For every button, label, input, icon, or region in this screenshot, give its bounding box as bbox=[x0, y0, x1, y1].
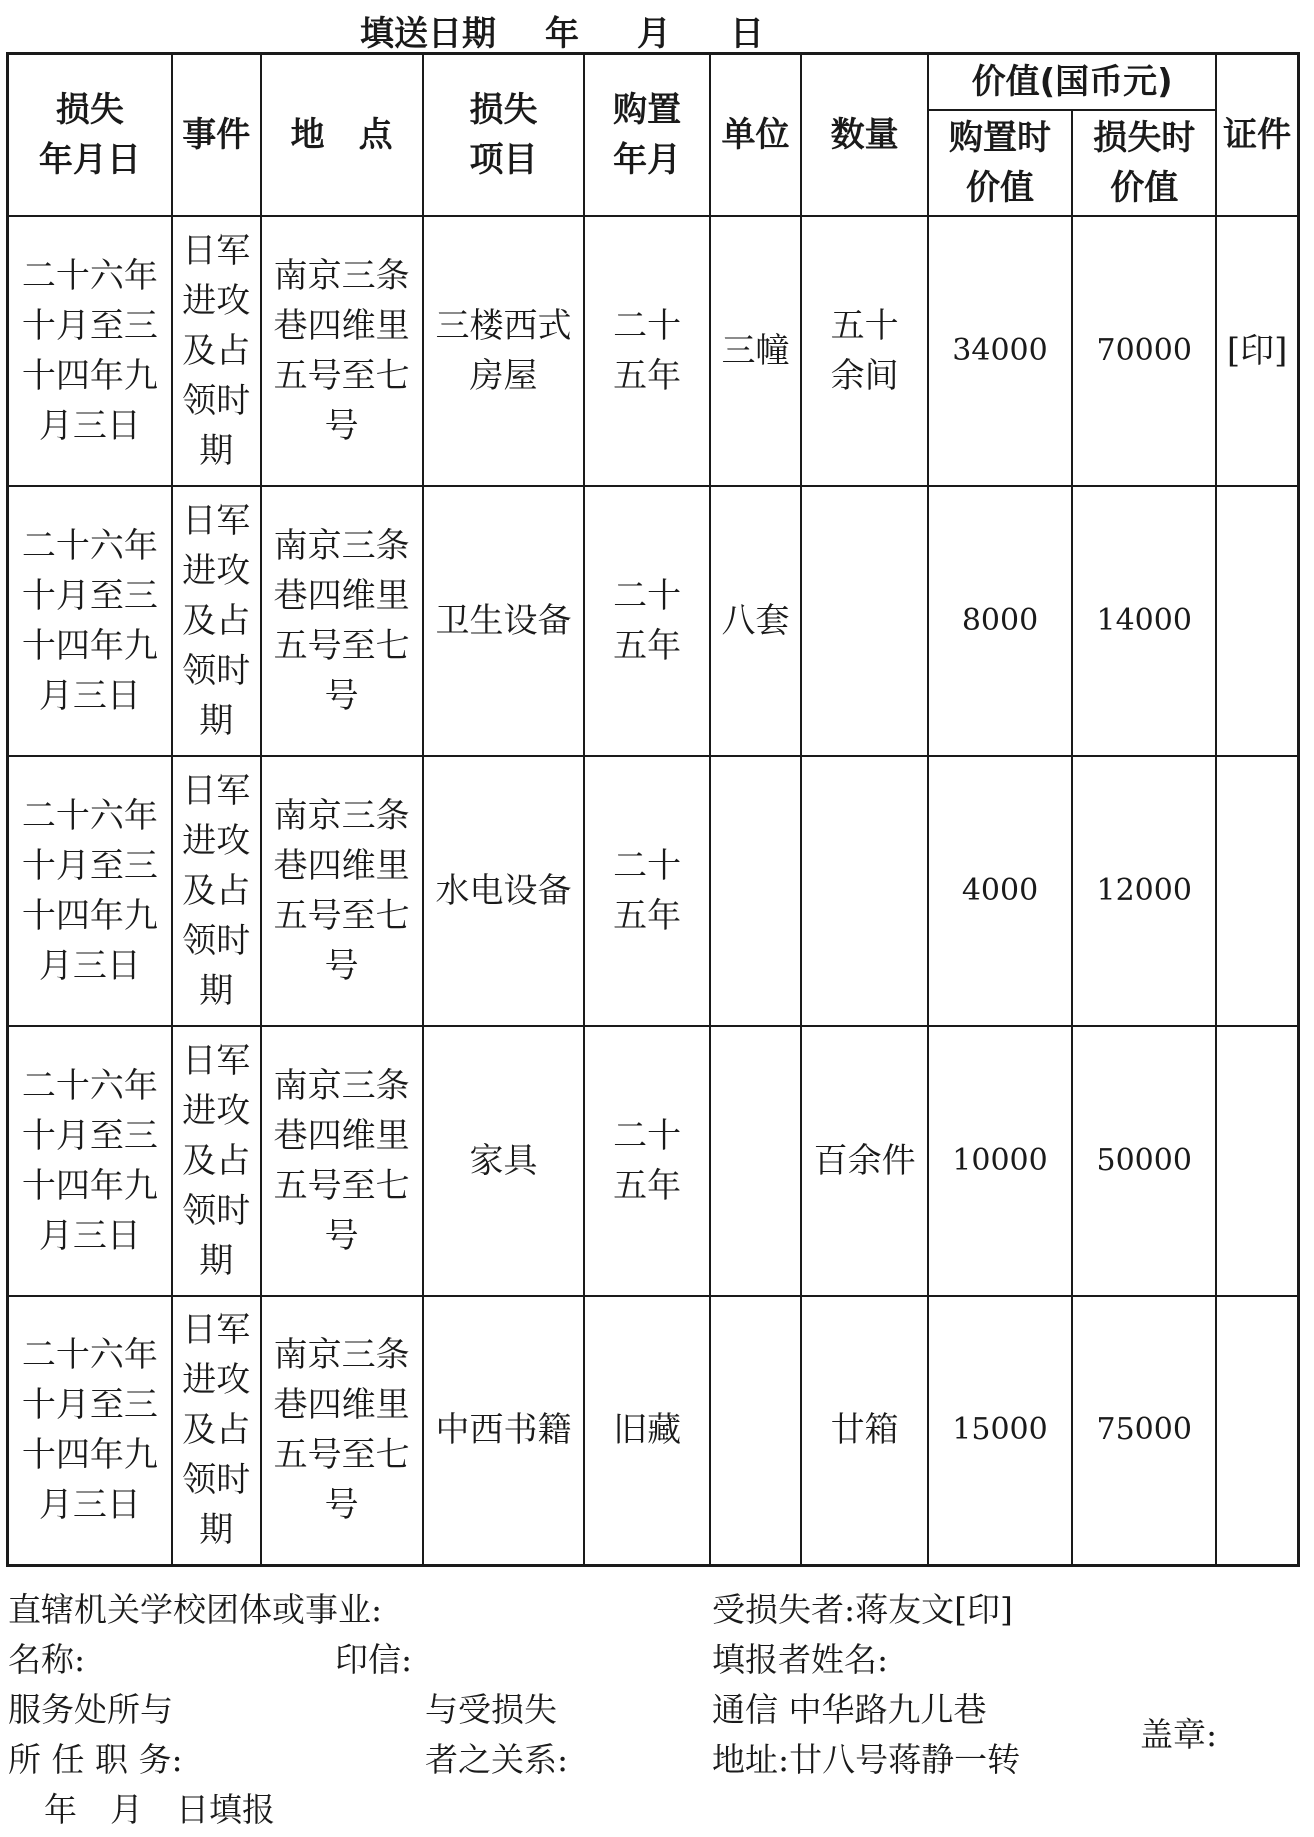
location-cell: 南京三条巷四维里五号至七号 bbox=[261, 1296, 423, 1566]
report-date: 年 月 日填报 bbox=[44, 1790, 275, 1829]
location-cell: 南京三条巷四维里五号至七号 bbox=[261, 486, 423, 756]
purchase-value-cell: 15000 bbox=[928, 1296, 1072, 1566]
purchase-date-cell: 旧藏 bbox=[584, 1296, 709, 1566]
purchase-date-cell: 二十五年 bbox=[584, 756, 709, 1026]
purchase-value-cell: 4000 bbox=[928, 756, 1072, 1026]
header-value-group: 价值(国币元) bbox=[928, 54, 1216, 110]
loss-report-table bbox=[6, 52, 1300, 1567]
certificate-cell bbox=[1216, 486, 1298, 756]
certificate-cell bbox=[1216, 1026, 1298, 1296]
contact-line-2: 地址:廿八号蒋静一转 bbox=[712, 1740, 1021, 1779]
stamp-label: 盖章: bbox=[1140, 1715, 1218, 1754]
header-location: 地 点 bbox=[261, 54, 423, 216]
loss-value-cell: 50000 bbox=[1072, 1026, 1216, 1296]
fill-year-label: 年 bbox=[545, 14, 579, 54]
table-row bbox=[8, 216, 1299, 486]
quantity-cell bbox=[801, 486, 928, 756]
loss-value-cell: 70000 bbox=[1072, 216, 1216, 486]
location-cell: 南京三条巷四维里五号至七号 bbox=[261, 756, 423, 1026]
event-cell: 日军进攻及占领时期 bbox=[172, 1296, 261, 1566]
certificate-cell bbox=[1216, 1296, 1298, 1566]
location-cell: 南京三条巷四维里五号至七号 bbox=[261, 1026, 423, 1296]
event-cell: 日军进攻及占领时期 bbox=[172, 756, 261, 1026]
loss-value-cell: 12000 bbox=[1072, 756, 1216, 1026]
quantity-cell: 廿箱 bbox=[801, 1296, 928, 1566]
item-cell: 水电设备 bbox=[423, 756, 585, 1026]
purchase-value-cell: 8000 bbox=[928, 486, 1072, 756]
contact-line-1: 通信 中华路九儿巷 bbox=[712, 1690, 987, 1729]
header-purchase-date: 购置 年月 bbox=[584, 54, 709, 216]
fill-date-header bbox=[0, 4, 1314, 52]
header-quantity: 数量 bbox=[801, 54, 928, 216]
org-label: 直辖机关学校团体或事业: bbox=[8, 1590, 383, 1629]
item-cell: 中西书籍 bbox=[423, 1296, 585, 1566]
loss-value-cell: 14000 bbox=[1072, 486, 1216, 756]
table-row bbox=[8, 1026, 1299, 1296]
purchase-value-cell: 34000 bbox=[928, 216, 1072, 486]
certificate-cell: [印] bbox=[1216, 216, 1298, 486]
unit-cell bbox=[710, 756, 801, 1026]
event-cell: 日军进攻及占领时期 bbox=[172, 486, 261, 756]
loss-date-cell: 二十六年十月至三十四年九月三日 bbox=[8, 756, 172, 1026]
purchase-value-cell: 10000 bbox=[928, 1026, 1072, 1296]
loss-date-cell: 二十六年十月至三十四年九月三日 bbox=[8, 1296, 172, 1566]
unit-cell bbox=[710, 1026, 801, 1296]
unit-cell: 八套 bbox=[710, 486, 801, 756]
location-cell: 南京三条巷四维里五号至七号 bbox=[261, 216, 423, 486]
certificate-cell bbox=[1216, 756, 1298, 1026]
relation-label-line2: 者之关系: bbox=[425, 1740, 569, 1779]
item-cell: 三楼西式房屋 bbox=[423, 216, 585, 486]
header-certificate: 证件 bbox=[1216, 54, 1298, 216]
table-row bbox=[8, 1296, 1299, 1566]
event-cell: 日军进攻及占领时期 bbox=[172, 1026, 261, 1296]
unit-cell bbox=[710, 1296, 801, 1566]
header-loss-item: 损失 项目 bbox=[423, 54, 585, 216]
quantity-cell: 五十余间 bbox=[801, 216, 928, 486]
purchase-date-cell: 二十五年 bbox=[584, 1026, 709, 1296]
loss-date-cell: 二十六年十月至三十四年九月三日 bbox=[8, 216, 172, 486]
position-label: 所 任 职 务: bbox=[8, 1740, 183, 1779]
reporter-label: 填报者姓名: bbox=[712, 1640, 889, 1679]
table-row bbox=[8, 756, 1299, 1026]
name-label: 名称: bbox=[8, 1640, 86, 1679]
loss-date-cell: 二十六年十月至三十四年九月三日 bbox=[8, 486, 172, 756]
fill-day-label: 日 bbox=[730, 14, 764, 54]
seal-label: 印信: bbox=[335, 1640, 413, 1679]
table-row bbox=[8, 486, 1299, 756]
header-loss-date: 损失 年月日 bbox=[8, 54, 172, 216]
header-unit: 单位 bbox=[710, 54, 801, 216]
quantity-cell bbox=[801, 756, 928, 1026]
event-cell: 日军进攻及占领时期 bbox=[172, 216, 261, 486]
quantity-cell: 百余件 bbox=[801, 1026, 928, 1296]
header-event: 事件 bbox=[172, 54, 261, 216]
purchase-date-cell: 二十五年 bbox=[584, 486, 709, 756]
loss-date-cell: 二十六年十月至三十四年九月三日 bbox=[8, 1026, 172, 1296]
fill-date-label: 填送日期 bbox=[360, 14, 496, 54]
header-purchase-value: 购置时 价值 bbox=[928, 110, 1072, 216]
item-cell: 家具 bbox=[423, 1026, 585, 1296]
report-footer bbox=[0, 1585, 1314, 1837]
relation-label-line1: 与受损失 bbox=[425, 1690, 557, 1729]
item-cell: 卫生设备 bbox=[423, 486, 585, 756]
service-label: 服务处所与 bbox=[8, 1690, 173, 1729]
fill-month-label: 月 bbox=[637, 14, 671, 54]
victim-name: 受损失者:蒋友文[印] bbox=[712, 1590, 1013, 1629]
purchase-date-cell: 二十五年 bbox=[584, 216, 709, 486]
unit-cell: 三幢 bbox=[710, 216, 801, 486]
loss-value-cell: 75000 bbox=[1072, 1296, 1216, 1566]
header-loss-value: 损失时 价值 bbox=[1072, 110, 1216, 216]
